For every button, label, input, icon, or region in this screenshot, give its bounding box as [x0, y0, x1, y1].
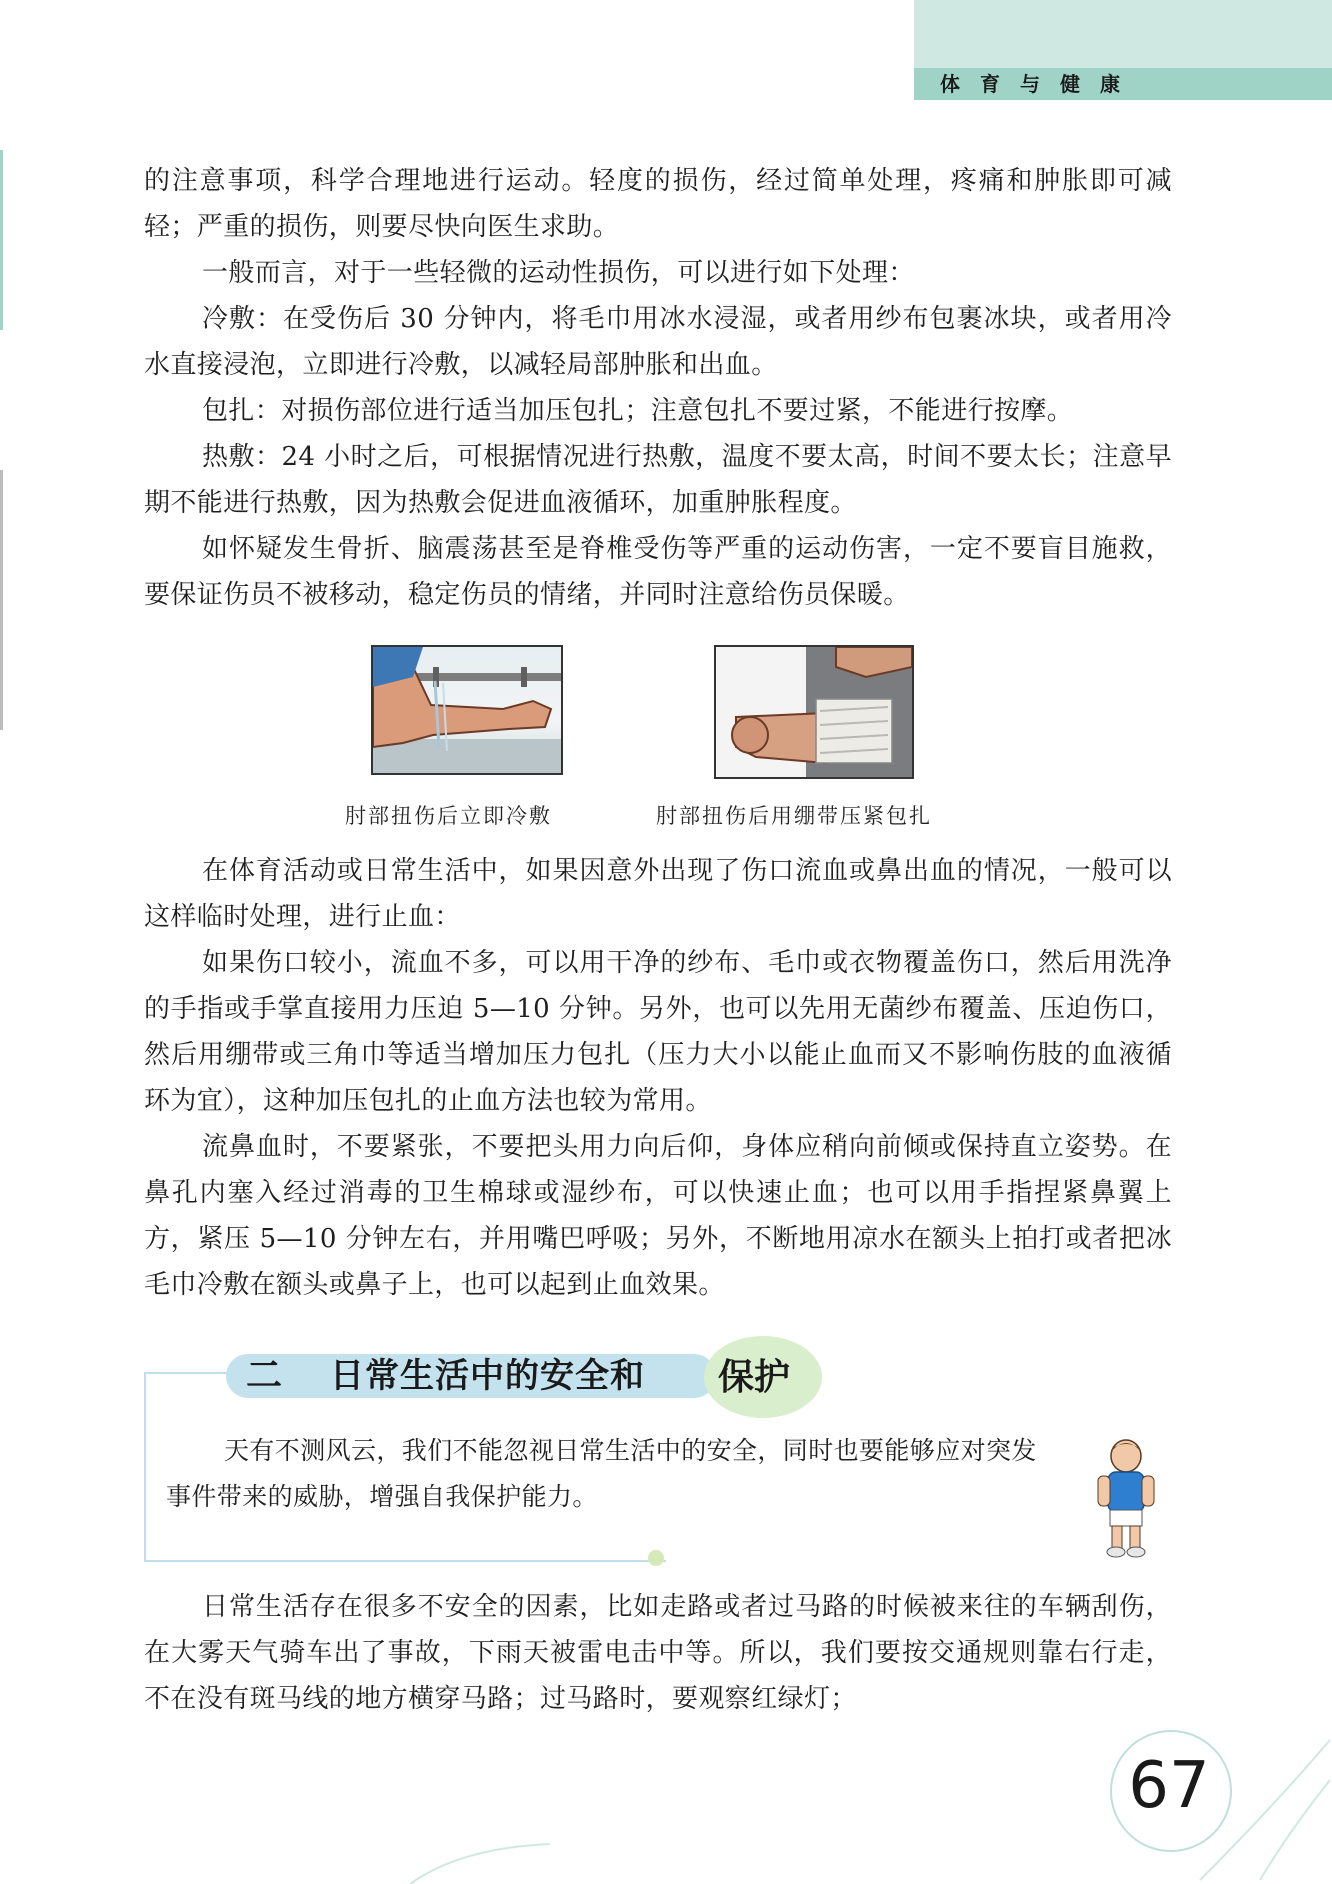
bandaging-illustration: [716, 647, 912, 777]
section-number: 二: [246, 1355, 283, 1396]
paragraph: 热敷：24 小时之后，可根据情况进行热敷，温度不要太高，时间不要太长；注意早期不能进行热敷，因为热敷会促进血液循环，加重肿胀程度。: [144, 442, 1172, 518]
section-intro: 天有不测风云，我们不能忽视日常生活中的安全，同时也要能够应对突发事件带来的威胁，增强自我保护能力。: [166, 1436, 1037, 1511]
paragraph: 包扎：对损伤部位进行适当加压包扎；注意包扎不要过紧，不能进行按摩。: [202, 396, 1074, 426]
edge-mark: [0, 470, 3, 730]
section-title-highlight: 保护: [718, 1357, 791, 1398]
page-number: 67: [1128, 1749, 1210, 1823]
paragraph: 冷敷：在受伤后 30 分钟内，将毛巾用冰水浸湿，或者用纱布包裹冰块，或者用冷水直接浸泡，立即进行冷敷，以减轻局部肿胀和出血。: [144, 304, 1172, 380]
paragraph: 流鼻血时，不要紧张，不要把头用力向后仰，身体应稍向前倾或保持直立姿势。在鼻孔内塞入经过消毒的卫生棉球或湿纱布，可以快速止血；也可以用手指捏紧鼻翼上方，紧压 5—10 分钟左右，并用嘴巴呼吸；另外，不断地用凉水在额头上拍打或者把冰毛巾冷敷在额头或鼻子上，也可以起到止血效果。: [144, 1132, 1172, 1300]
figure-caption: 肘部扭伤后立即冷敷: [345, 804, 552, 828]
paragraph: 日常生活存在很多不安全的因素，比如走路或者过马路的时候被来往的车辆刮伤，在大雾天气骑车出了事故，下雨天被雷电击中等。所以，我们要按交通规则靠右行走，不在没有斑马线的地方横穿马路；过马路时，要观察红绿灯；: [144, 1592, 1172, 1714]
paragraph: 如果伤口较小，流血不多，可以用干净的纱布、毛巾或衣物覆盖伤口，然后用洗净的手指或手掌直接用力压迫 5—10 分钟。另外，也可以先用无菌纱布覆盖、压迫伤口，然后用绷带或三角巾等适当增加压力包扎（压力大小以能止血而又不影响伤肢的血液循环为宜），这种加压包扎的止血方法也较为常用。: [144, 948, 1172, 1116]
figure-cold-compress: [371, 645, 563, 775]
edge-mark: [0, 150, 3, 330]
section-title: 日常生活中的安全和: [330, 1356, 645, 1396]
paragraph: 一般而言，对于一些轻微的运动性损伤，可以进行如下处理：: [202, 258, 915, 288]
paragraph: 的注意事项，科学合理地进行运动。轻度的损伤，经过简单处理，疼痛和肿胀即可减轻；严重的损伤，则要尽快向医生求助。: [144, 166, 1172, 242]
section-frame-dot: [648, 1550, 664, 1566]
bottom-decoration: [400, 1840, 820, 1884]
paragraph: 如怀疑发生骨折、脑震荡甚至是脊椎受伤等严重的运动伤害，一定不要盲目施救，要保证伤员不被移动，稳定伤员的情绪，并同时注意给伤员保暖。: [144, 534, 1172, 610]
cold-compress-illustration: [373, 647, 561, 773]
boy-illustration: [1092, 1438, 1160, 1560]
paragraph: 在体育活动或日常生活中，如果因意外出现了伤口流血或鼻出血的情况，一般可以这样临时处理，进行止血：: [144, 856, 1172, 932]
figure-bandaging: [714, 645, 914, 779]
figure-caption: 肘部扭伤后用绷带压紧包扎: [656, 804, 932, 828]
header-title: 体育与健康: [940, 72, 1140, 96]
